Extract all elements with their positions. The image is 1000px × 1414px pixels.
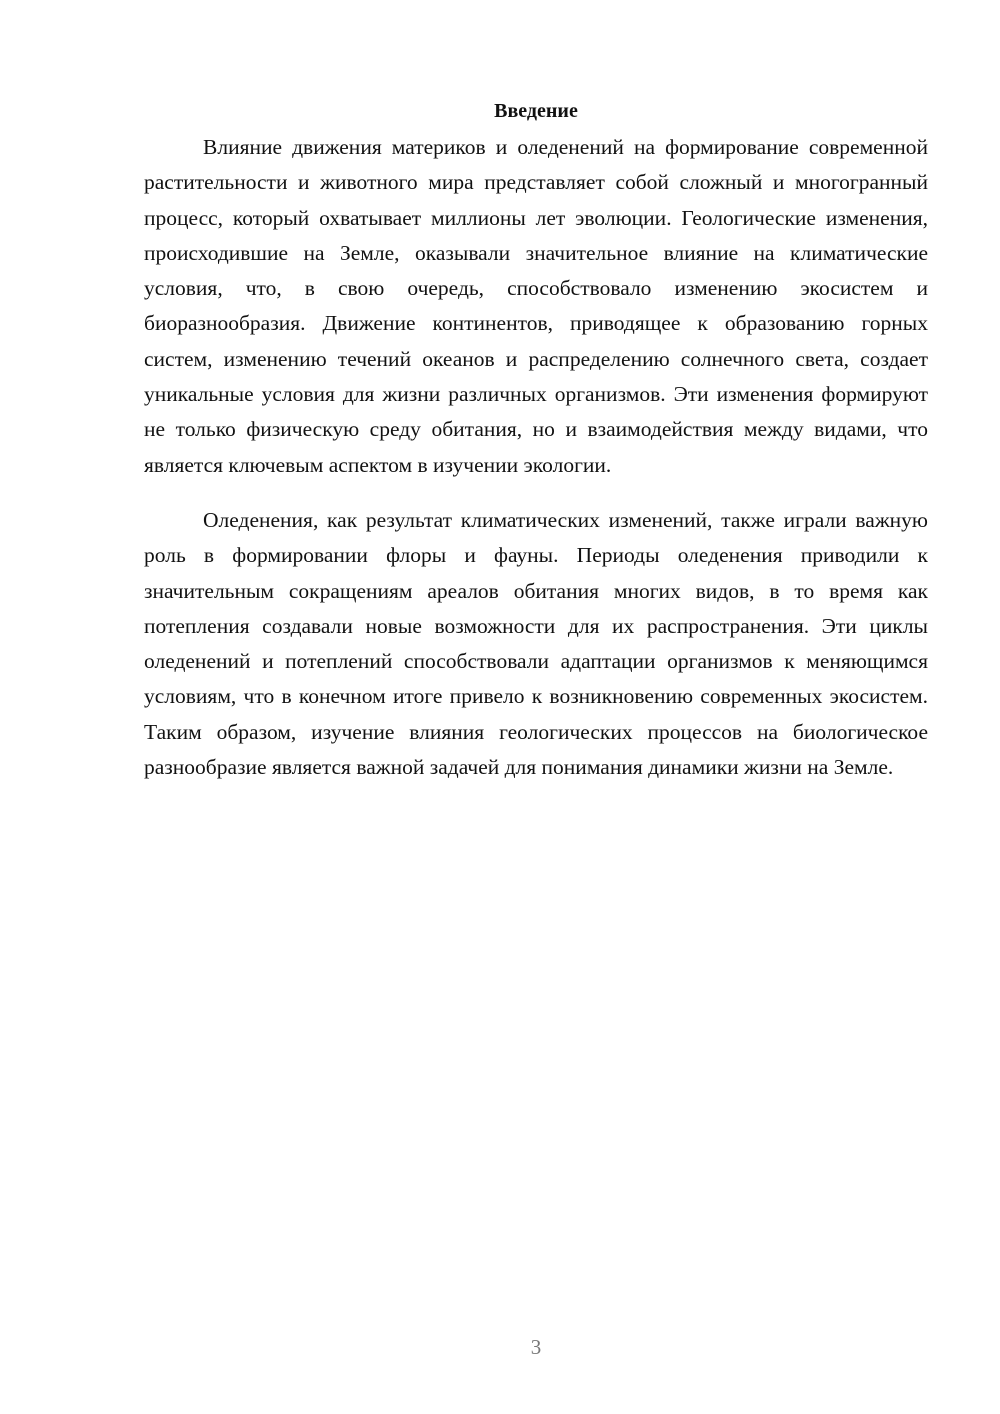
page-number: 3: [530, 1335, 542, 1359]
paragraph-2: Оледенения, как результат климатических изменений, также играли важную роль в формировании флоры и фауны. Периоды оледенения приводили к значительным сокращениям ареалов обитания многих видов, в то время как потепления создавали новые возможности для их распространения. Эти циклы оледенений и потеплений способствовали адаптации организмов к меняющимся условиям, что в конечном итоге привело к возникновению современных экосистем. Таким образом, изучение влияния геологических процессов на биологическое разнообразие является важной задачей для понимания динамики жизни на Земле.: [144, 507, 928, 780]
section-title: Введение: [494, 100, 578, 122]
page-content: [144, 96, 928, 785]
paragraph-1: Влияние движения материков и оледенений на формирование современной растительности и животного мира представляет собой сложный и многогранный процесс, который охватывает миллионы лет эволюции. Геологические изменения, происходившие на Земле, оказывали значительное влияние на климатические условия, что, в свою очередь, способствовало изменению экосистем и биоразнообразия. Движение континентов, приводящее к образованию горных систем, изменению течений океанов и распределению солнечного света, создает уникальные условия для жизни различных организмов. Эти изменения формируют не только физическую среду обитания, но и взаимодействия между видами, что является ключевым аспектом в изучении экологии.: [144, 135, 928, 477]
